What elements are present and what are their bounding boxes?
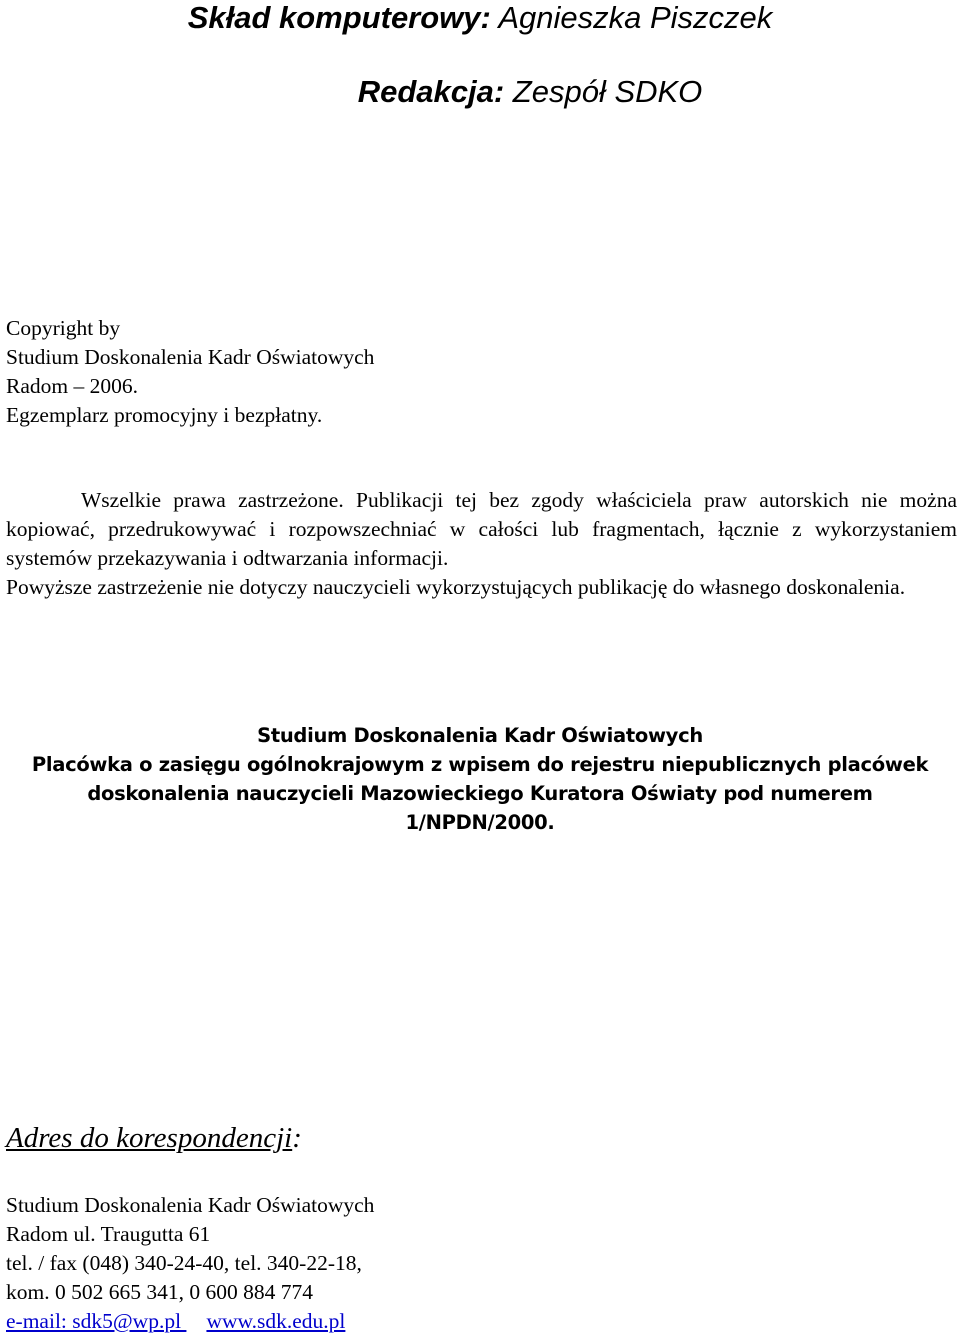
rights-notice <box>6 486 957 602</box>
address-line: tel. / fax (048) 340-24-40, tel. 340-22-18, <box>6 1251 362 1275</box>
address-heading-colon: : <box>292 1122 302 1154</box>
rights-paragraph: Wszelkie prawa zastrzeżone. Publikacji tej bez zgody właściciela praw autorskich nie można kopiować, przedrukowywać i rozpowszechniać w całości lub fragmentach, łącznie z wykorzystaniem systemów przekazywania i odtwarzania informacji. <box>6 488 957 570</box>
address-heading <box>6 1122 302 1155</box>
copyright-line: Studium Doskonalenia Kadr Oświatowych <box>6 345 375 369</box>
address-line: Radom ul. Traugutta 61 <box>6 1222 211 1246</box>
address-heading-text: Adres do korespondencji <box>6 1122 293 1154</box>
institution-line: doskonalenia nauczycieli Mazowieckiego Kuratora Oświaty pod numerem <box>87 782 873 805</box>
typesetting-label: Skład komputerowy: <box>187 0 491 35</box>
address-block <box>6 1191 946 1336</box>
editing-credit <box>0 74 960 110</box>
editing-label: Redakcja: <box>357 74 505 109</box>
copyright-line: Radom – 2006. <box>6 374 138 398</box>
editing-value: Zespół SDKO <box>512 74 703 109</box>
website-link[interactable]: www.sdk.edu.pl <box>206 1309 346 1333</box>
address-line: kom. 0 502 665 341, 0 600 884 774 <box>6 1280 313 1304</box>
institution-line: Placówka o zasięgu ogólnokrajowym z wpisem do rejestru niepublicznych placówek <box>31 753 929 776</box>
copyright-line: Egzemplarz promocyjny i bezpłatny. <box>6 403 323 427</box>
institution-info <box>0 721 960 837</box>
address-line: Studium Doskonalenia Kadr Oświatowych <box>6 1193 375 1217</box>
contact-links <box>6 1307 946 1336</box>
typesetting-credit <box>0 0 960 36</box>
rights-paragraph: Powyższe zastrzeżenie nie dotyczy nauczycieli wykorzystujących publikację do własnego doskonalenia. <box>6 575 906 599</box>
copyright-line: Copyright by <box>6 316 121 340</box>
typesetting-value: Agnieszka Piszczek <box>498 0 773 35</box>
institution-line: 1/NPDN/2000. <box>405 811 555 834</box>
copyright-block <box>6 314 946 430</box>
email-link[interactable]: e-mail: sdk5@wp.pl <box>6 1309 187 1333</box>
institution-name: Studium Doskonalenia Kadr Oświatowych <box>257 724 703 747</box>
